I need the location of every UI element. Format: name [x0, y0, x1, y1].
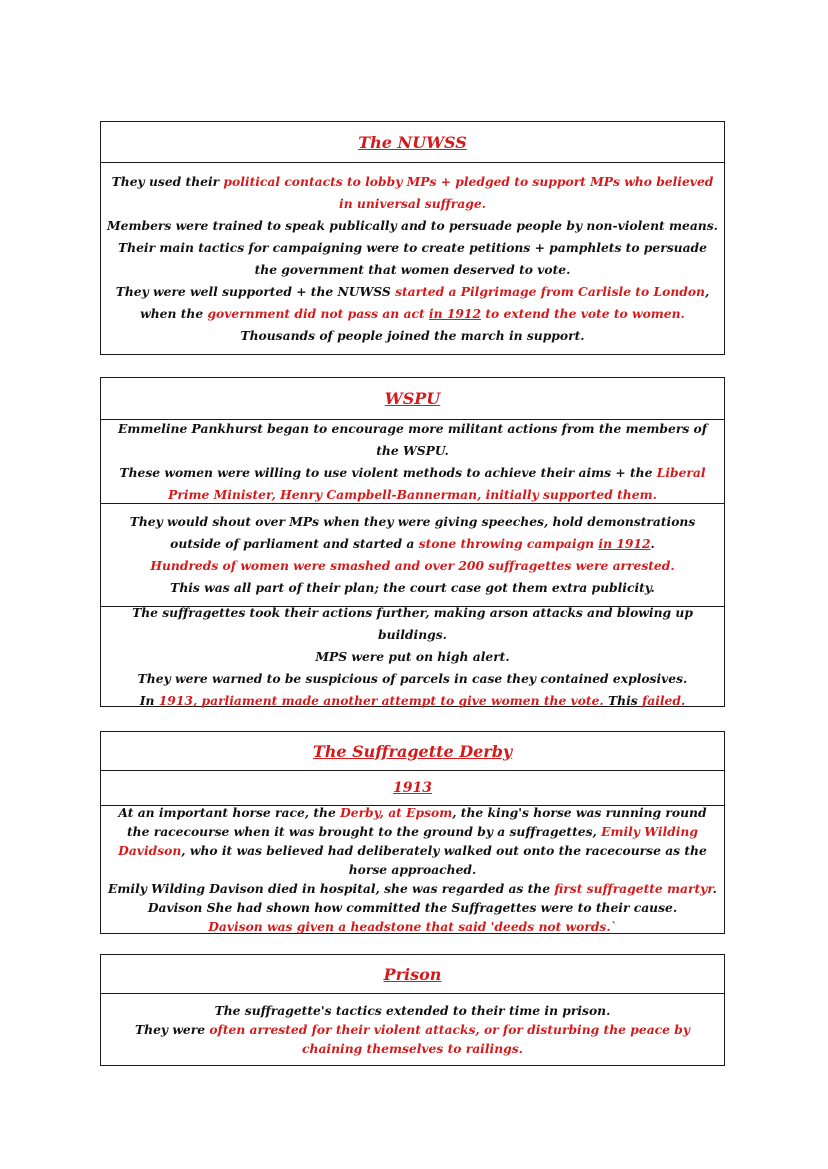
wspu-s3l4d: failed.	[641, 692, 686, 708]
wspu-s2-line-1	[107, 511, 718, 555]
nuwss-l4b: started a Pilgrimage from Carlisle to London	[395, 283, 705, 299]
wspu-card	[100, 377, 725, 707]
derby-line-4: Davison was given a headstone that said 'deeds not words.`	[208, 919, 617, 934]
wspu-s2l1d: .	[650, 536, 655, 551]
derby-l1d: Emily Wilding Davidson	[118, 824, 698, 858]
wspu-s3-line-2: MPS were put on high alert.	[315, 648, 510, 664]
derby-card	[100, 731, 725, 934]
nuwss-card	[100, 121, 725, 355]
derby-l1b: Derby, at Epsom	[340, 805, 453, 820]
prison-card	[100, 954, 725, 1066]
nuwss-line-4	[107, 281, 718, 325]
wspu-section-3	[101, 606, 724, 706]
nuwss-l1b: political contacts to lobby MPs + pledged to support MPs who believed in universal suffrage.	[223, 173, 714, 211]
wspu-s3-line-1: The suffragettes took their actions further, making arson attacks and blowing up buildings.	[132, 604, 693, 642]
wspu-s2-line-3: This was all part of their plan; the court case got them extra publicity.	[170, 580, 655, 595]
nuwss-l4e: in 1912	[428, 305, 482, 321]
nuwss-l4d: government did not pass an act	[207, 305, 429, 321]
derby-l1c: , the king's horse was running round the racecourse when it was brought to the ground by a suffragettes,	[127, 805, 707, 839]
derby-line-1	[107, 803, 718, 879]
wspu-section-1	[101, 419, 724, 503]
nuwss-title: The NUWSS	[358, 132, 467, 152]
derby-l2b: first suffragette martyr	[554, 881, 713, 896]
nuwss-l1a: They used their	[111, 173, 224, 189]
wspu-s2-line-2: Hundreds of women were smashed and over 200 suffragettes were arrested.	[150, 558, 675, 573]
wspu-s1l2a: These women were willing to use violent methods to achieve their aims + the	[119, 464, 657, 480]
wspu-s2l1c: in 1912	[598, 536, 651, 551]
derby-line-2	[107, 879, 718, 898]
wspu-s2l1a: They would shout over MPs when they were giving speeches, hold demonstrations outside of parliament and started a	[129, 514, 696, 551]
nuwss-l4f: to extend the vote to women.	[481, 305, 685, 321]
wspu-s3-line-4	[107, 690, 718, 712]
nuwss-line-2: Members were trained to speak publically and to persuade people by non-violent means.	[107, 217, 718, 233]
derby-l2a: Emily Wilding Davison died in hospital, she was regarded as the	[108, 881, 555, 896]
derby-year: 1913	[101, 770, 724, 805]
wspu-s3l4b: 1913, parliament made another attempt to give women the vote.	[158, 692, 604, 708]
wspu-s1l2b: Liberal Prime Minister, Henry Campbell-Bannerman, initially supported them.	[168, 464, 706, 502]
wspu-s3l4c: This	[603, 692, 642, 708]
nuwss-line-1	[107, 171, 718, 215]
wspu-s1-line-2	[107, 462, 718, 506]
prison-l2a: They were	[135, 1022, 210, 1037]
nuwss-l4c: , when the	[140, 283, 710, 321]
prison-line-1: The suffragette's tactics extended to their time in prison.	[214, 1003, 611, 1018]
nuwss-line-3: Their main tactics for campaigning were to create petitions + pamphlets to persuade the government that women deserved to vote.	[118, 239, 707, 277]
derby-title: The Suffragette Derby	[312, 741, 513, 761]
prison-body	[101, 993, 724, 1065]
wspu-s1-line-1: Emmeline Pankhurst began to encourage more militant actions from the members of the WSPU.	[117, 420, 708, 458]
nuwss-l4a: They were well supported + the NUWSS	[115, 283, 396, 299]
wspu-title: WSPU	[384, 389, 441, 408]
derby-body	[101, 805, 724, 933]
wspu-s3l4a: In	[139, 692, 159, 708]
derby-line-3: Davison She had shown how committed the Suffragettes were to their cause.	[147, 900, 678, 915]
nuwss-line-5: Thousands of people joined the march in support.	[240, 327, 585, 343]
derby-l1a: At an important horse race, the	[118, 805, 341, 820]
wspu-s3-line-3: They were warned to be suspicious of parcels in case they contained explosives.	[137, 670, 688, 686]
derby-l2c: .	[712, 881, 717, 896]
prison-title: Prison	[383, 964, 442, 984]
prison-l2b: often arrested for their violent attacks, or for disturbing the peace by chaining themselves to railings.	[209, 1022, 690, 1056]
wspu-section-2	[101, 503, 724, 606]
nuwss-body	[101, 162, 724, 354]
wspu-s2l1b: stone throwing campaign	[418, 536, 599, 551]
derby-l1e: , who it was believed had deliberately walked out onto the racecourse as the horse approached.	[181, 843, 707, 877]
prison-line-2	[107, 1020, 718, 1058]
